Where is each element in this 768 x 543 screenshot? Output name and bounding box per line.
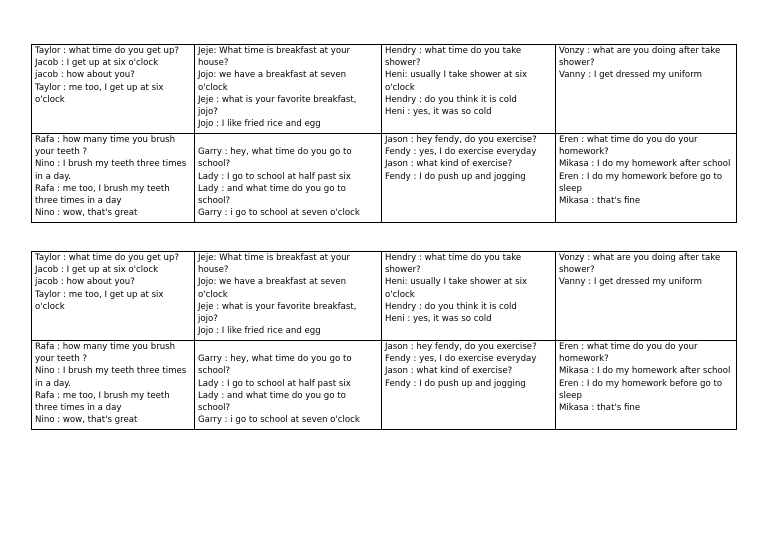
dialogue-cell	[195, 341, 382, 430]
dialogue-line: Fendy : I do push up and jogging	[385, 171, 526, 182]
dialogue-cell	[195, 134, 382, 223]
dialogue-cell	[32, 341, 195, 430]
dialogue-line: Jojo: we have a breakfast at seven o'clock	[198, 70, 347, 93]
dialogue-line: Garry : hey, what time do you go to school?	[198, 354, 352, 377]
dialogue-line: Garry : hey, what time do you go to school?	[198, 147, 352, 170]
dialogue-line: Lady : I go to school at half past six	[198, 378, 351, 389]
dialogue-cell	[32, 45, 195, 134]
dialogue-line: Nino : wow, that's great	[35, 208, 138, 219]
dialogue-line: Hendry : do you think it is cold	[385, 301, 517, 312]
dialogue-cell	[195, 45, 382, 134]
dialogue-line: Jacob : I get up at six o'clock	[35, 58, 159, 69]
dialogue-line: Hendry : what time do you take shower?	[385, 46, 522, 69]
dialogue-line: Jeje : what is your favorite breakfast, jojo?	[198, 94, 357, 118]
dialogue-cell	[195, 252, 382, 341]
dialogue-line: Mikasa : I do my homework after school	[559, 366, 731, 377]
dialogue-line: Vanny : I get dressed my uniform	[559, 70, 702, 81]
dialogue-line: Jacob : I get up at six o'clock	[35, 265, 159, 276]
dialogue-line: Lady : and what time do you go to school?	[198, 183, 346, 206]
dialogue-line: Rafa : me too, I brush my teeth three times in a day	[35, 390, 170, 414]
dialogue-line: Rafa : how many time you brush your teeth ?	[35, 135, 176, 158]
dialogue-line: Jason : what kind of exercise?	[385, 159, 513, 170]
dialogue-line: Rafa : me too, I brush my teeth three times in a day	[35, 183, 170, 207]
dialogue-cell	[556, 134, 737, 223]
dialogue-line: Jason : hey fendy, do you exercise?	[385, 342, 537, 352]
dialogue-line: Mikasa : I do my homework after school	[559, 159, 731, 170]
dialogue-line: Mikasa : that's fine	[559, 196, 641, 207]
dialogue-cell	[556, 45, 737, 134]
dialogue-cell	[382, 134, 556, 223]
dialogue-line: Jojo : I like fried rice and egg	[198, 326, 321, 337]
blank-line	[198, 134, 378, 146]
dialogue-line: Hendry : do you think it is cold	[385, 94, 517, 105]
dialogue-line: Jason : what kind of exercise?	[385, 366, 513, 377]
dialogue-line: Rafa : how many time you brush your teeth ?	[35, 342, 176, 365]
dialogue-line: Fendy : I do push up and jogging	[385, 378, 526, 389]
dialogue-table-2	[31, 251, 737, 430]
dialogue-cell	[382, 45, 556, 134]
dialogue-line: Heni : yes, it was so cold	[385, 107, 492, 118]
dialogue-line: Vonzy : what are you doing after take shower?	[559, 253, 721, 276]
dialogue-line: Taylor : what time do you get up?	[35, 253, 179, 263]
dialogue-cell	[382, 252, 556, 341]
dialogue-line: Eren : I do my homework before go to sleep	[559, 171, 723, 194]
dialogue-line: Nino : I brush my teeth three times in a day.	[35, 159, 187, 182]
dialogue-line: Jeje: What time is breakfast at your house?	[198, 253, 351, 276]
dialogue-line: Lady : and what time do you go to school?	[198, 390, 346, 413]
dialogue-line: Hendry : what time do you take shower?	[385, 253, 522, 276]
dialogue-line: Taylor : me too, I get up at six o'clock	[35, 82, 164, 105]
dialogue-line: Mikasa : that's fine	[559, 403, 641, 414]
dialogue-line: Nino : wow, that's great	[35, 415, 138, 426]
dialogue-line: Heni: usually I take shower at six o'clock	[385, 70, 528, 93]
table-row	[32, 341, 737, 430]
blank-line	[198, 341, 378, 353]
dialogue-line: Jeje : what is your favorite breakfast, jojo?	[198, 301, 357, 325]
table-row	[32, 45, 737, 134]
dialogue-cell	[556, 341, 737, 430]
dialogue-line: Nino : I brush my teeth three times in a day.	[35, 366, 187, 389]
dialogue-line: Lady : I go to school at half past six	[198, 171, 351, 182]
dialogue-cell	[32, 134, 195, 223]
dialogue-line: Vanny : I get dressed my uniform	[559, 277, 702, 288]
dialogue-line: Vonzy : what are you doing after take shower?	[559, 46, 721, 69]
dialogue-line: Eren : what time do you do your homework?	[559, 342, 698, 365]
table-row	[32, 134, 737, 223]
dialogue-line: Heni : yes, it was so cold	[385, 314, 492, 325]
dialogue-line: Eren : I do my homework before go to sleep	[559, 378, 723, 401]
dialogue-line: jacob : how about you?	[35, 70, 135, 81]
dialogue-line: Jojo: we have a breakfast at seven o'clock	[198, 277, 347, 300]
dialogue-cell	[382, 341, 556, 430]
dialogue-table-1	[31, 44, 737, 223]
dialogue-line: Jojo : I like fried rice and egg	[198, 119, 321, 130]
dialogue-line: Taylor : what time do you get up?	[35, 46, 179, 56]
dialogue-line: Eren : what time do you do your homework?	[559, 135, 698, 158]
dialogue-line: Garry : i go to school at seven o'clock	[198, 415, 360, 426]
dialogue-line: Fendy : yes, I do exercise everyday	[385, 354, 537, 365]
dialogue-line: Jeje: What time is breakfast at your house?	[198, 46, 351, 69]
dialogue-cell	[556, 252, 737, 341]
dialogue-line: Jason : hey fendy, do you exercise?	[385, 135, 537, 145]
dialogue-line: jacob : how about you?	[35, 277, 135, 288]
dialogue-line: Taylor : me too, I get up at six o'clock	[35, 289, 164, 312]
dialogue-line: Fendy : yes, I do exercise everyday	[385, 147, 537, 158]
dialogue-line: Garry : i go to school at seven o'clock	[198, 208, 360, 219]
dialogue-cell	[32, 252, 195, 341]
dialogue-line: Heni: usually I take shower at six o'clock	[385, 277, 528, 300]
table-row	[32, 252, 737, 341]
